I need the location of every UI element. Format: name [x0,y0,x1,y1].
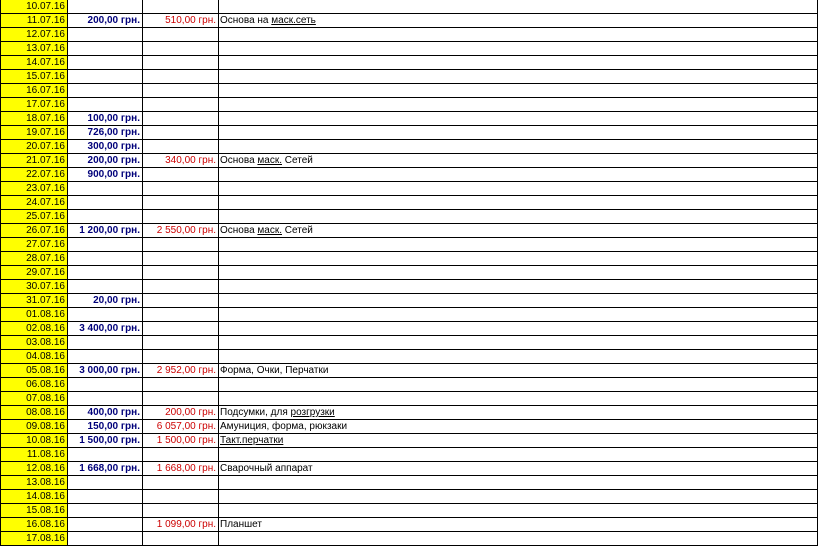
description-cell[interactable] [219,70,818,84]
expense-cell[interactable]: 200,00 грн. [143,406,219,420]
table-row [0,56,818,70]
description-text: маск.сеть [271,15,316,26]
income-cell[interactable] [68,308,143,322]
income-cell[interactable] [68,378,143,392]
date-cell[interactable]: 11.07.16 [0,14,68,28]
table-row [0,182,818,196]
date-cell[interactable]: 29.07.16 [0,266,68,280]
table-row [0,196,818,210]
expense-cell[interactable] [143,378,219,392]
table-row [0,224,818,238]
expense-cell[interactable] [143,238,219,252]
income-cell[interactable] [68,196,143,210]
date-cell[interactable]: 30.07.16 [0,280,68,294]
income-cell[interactable]: 726,00 грн. [68,126,143,140]
date-cell[interactable]: 13.07.16 [0,42,68,56]
description-cell[interactable] [219,238,818,252]
expense-cell[interactable]: 2 952,00 грн. [143,364,219,378]
description-text: Сетей [282,155,313,166]
description-cell[interactable] [219,392,818,406]
table-row [0,28,818,42]
income-cell[interactable]: 100,00 грн. [68,112,143,126]
table-row [0,406,818,420]
date-cell[interactable]: 21.07.16 [0,154,68,168]
table-row [0,378,818,392]
income-cell[interactable]: 1 500,00 грн. [68,434,143,448]
description-cell[interactable] [219,322,818,336]
expense-cell[interactable] [143,182,219,196]
table-row [0,252,818,266]
income-cell[interactable] [68,504,143,518]
income-cell[interactable]: 1 668,00 грн. [68,462,143,476]
date-cell[interactable]: 20.07.16 [0,140,68,154]
income-cell[interactable] [68,280,143,294]
date-cell[interactable]: 15.07.16 [0,70,68,84]
table-row [0,168,818,182]
date-cell[interactable]: 25.07.16 [0,210,68,224]
table-row [0,448,818,462]
description-cell[interactable] [219,42,818,56]
description-cell[interactable] [219,168,818,182]
description-cell[interactable] [219,252,818,266]
expense-cell[interactable] [143,504,219,518]
expense-cell[interactable] [143,252,219,266]
description-cell[interactable] [219,98,818,112]
date-cell[interactable]: 17.08.16 [0,532,68,546]
date-cell[interactable]: 17.07.16 [0,98,68,112]
expense-cell[interactable] [143,280,219,294]
description-text: маск. [257,155,282,166]
expense-cell[interactable] [143,532,219,546]
income-cell[interactable]: 300,00 грн. [68,140,143,154]
description-cell[interactable] [219,154,818,168]
description-cell[interactable] [219,0,818,14]
table-row [0,266,818,280]
date-cell[interactable]: 10.08.16 [0,434,68,448]
expense-cell[interactable]: 1 668,00 грн. [143,462,219,476]
table-row [0,490,818,504]
table-row [0,308,818,322]
description-cell[interactable] [219,280,818,294]
expense-cell[interactable] [143,112,219,126]
expense-cell[interactable] [143,126,219,140]
table-row [0,462,818,476]
date-cell[interactable]: 04.08.16 [0,350,68,364]
table-row [0,84,818,98]
expense-cell[interactable]: 6 057,00 грн. [143,420,219,434]
income-cell[interactable] [68,490,143,504]
description-cell[interactable] [219,364,818,378]
description-cell[interactable] [219,518,818,532]
description-cell[interactable] [219,308,818,322]
expense-cell[interactable] [143,350,219,364]
expense-cell[interactable]: 340,00 грн. [143,154,219,168]
date-cell[interactable]: 08.08.16 [0,406,68,420]
expense-cell[interactable] [143,322,219,336]
expense-cell[interactable]: 2 550,00 грн. [143,224,219,238]
income-cell[interactable]: 200,00 грн. [68,154,143,168]
income-cell[interactable] [68,238,143,252]
income-cell[interactable] [68,84,143,98]
income-cell[interactable]: 400,00 грн. [68,406,143,420]
table-row [0,322,818,336]
description-cell[interactable] [219,210,818,224]
expense-cell[interactable] [143,392,219,406]
description-text: Такт.перчатки [220,435,284,446]
description-cell[interactable] [219,28,818,42]
income-cell[interactable] [68,518,143,532]
expense-cell[interactable]: 1 500,00 грн. [143,434,219,448]
expense-cell[interactable] [143,336,219,350]
description-cell[interactable] [219,434,818,448]
date-cell[interactable]: 26.07.16 [0,224,68,238]
income-cell[interactable] [68,336,143,350]
expense-cell[interactable] [143,308,219,322]
date-cell[interactable]: 14.08.16 [0,490,68,504]
date-cell[interactable]: 05.08.16 [0,364,68,378]
description-cell[interactable] [219,14,818,28]
description-cell[interactable] [219,224,818,238]
date-cell[interactable]: 14.07.16 [0,56,68,70]
date-cell[interactable]: 03.08.16 [0,336,68,350]
date-cell[interactable]: 23.07.16 [0,182,68,196]
description-cell[interactable] [219,196,818,210]
date-cell[interactable]: 12.08.16 [0,462,68,476]
income-cell[interactable] [68,0,143,14]
expense-cell[interactable] [143,70,219,84]
date-cell[interactable]: 22.07.16 [0,168,68,182]
date-cell[interactable]: 02.08.16 [0,322,68,336]
income-cell[interactable] [68,42,143,56]
table-row [0,210,818,224]
expense-cell[interactable] [143,490,219,504]
table-row [0,14,818,28]
expense-cell[interactable] [143,28,219,42]
date-cell[interactable]: 31.07.16 [0,294,68,308]
table-row [0,42,818,56]
description-cell[interactable] [219,84,818,98]
date-cell[interactable]: 12.07.16 [0,28,68,42]
expense-cell[interactable] [143,84,219,98]
description-text: Сварочный аппарат [220,463,313,474]
description-text: Сетей [282,225,313,236]
income-cell[interactable] [68,56,143,70]
date-cell[interactable]: 16.07.16 [0,84,68,98]
description-cell[interactable] [219,476,818,490]
description-cell[interactable] [219,490,818,504]
expense-cell[interactable] [143,0,219,14]
income-cell[interactable] [68,98,143,112]
date-cell[interactable]: 09.08.16 [0,420,68,434]
table-row [0,112,818,126]
description-cell[interactable] [219,448,818,462]
income-cell[interactable] [68,532,143,546]
expense-cell[interactable] [143,42,219,56]
income-cell[interactable] [68,350,143,364]
date-cell[interactable]: 19.07.16 [0,126,68,140]
income-cell[interactable] [68,476,143,490]
date-cell[interactable]: 24.07.16 [0,196,68,210]
income-cell[interactable] [68,70,143,84]
date-cell[interactable]: 28.07.16 [0,252,68,266]
description-cell[interactable] [219,294,818,308]
income-cell[interactable] [68,210,143,224]
table-row [0,434,818,448]
description-text: Основа на [220,15,272,26]
table-row [0,126,818,140]
description-cell[interactable] [219,406,818,420]
income-cell[interactable] [68,266,143,280]
table-row [0,364,818,378]
table-row [0,518,818,532]
expense-cell[interactable] [143,448,219,462]
date-cell[interactable]: 18.07.16 [0,112,68,126]
date-cell[interactable]: 13.08.16 [0,476,68,490]
expense-cell[interactable] [143,210,219,224]
expense-cell[interactable]: 1 099,00 грн. [143,518,219,532]
income-cell[interactable]: 900,00 грн. [68,168,143,182]
date-cell[interactable]: 06.08.16 [0,378,68,392]
expense-cell[interactable] [143,56,219,70]
date-cell[interactable]: 07.08.16 [0,392,68,406]
expense-cell[interactable] [143,168,219,182]
income-cell[interactable]: 1 200,00 грн. [68,224,143,238]
expense-cell[interactable]: 510,00 грн. [143,14,219,28]
income-cell[interactable]: 20,00 грн. [68,294,143,308]
description-text: Основа [220,155,258,166]
date-cell[interactable]: 15.08.16 [0,504,68,518]
description-cell[interactable] [219,350,818,364]
income-cell[interactable]: 3 400,00 грн. [68,322,143,336]
date-cell[interactable]: 27.07.16 [0,238,68,252]
description-cell[interactable] [219,182,818,196]
table-row [0,532,818,546]
expense-cell[interactable] [143,476,219,490]
income-cell[interactable]: 3 000,00 грн. [68,364,143,378]
date-cell[interactable]: 11.08.16 [0,448,68,462]
income-cell[interactable] [68,448,143,462]
table-row [0,392,818,406]
income-cell[interactable] [68,182,143,196]
description-cell[interactable] [219,56,818,70]
description-cell[interactable] [219,140,818,154]
description-text: розгрузки [290,407,335,418]
date-cell[interactable]: 01.08.16 [0,308,68,322]
description-cell[interactable] [219,112,818,126]
date-cell[interactable]: 10.07.16 [0,0,68,14]
description-text: Планшет [220,519,262,530]
table-row [0,280,818,294]
date-cell[interactable]: 16.08.16 [0,518,68,532]
table-row [0,294,818,308]
description-text: Форма, Очки, Перчатки [220,365,329,376]
description-cell[interactable] [219,420,818,434]
table-row [0,350,818,364]
expense-cell[interactable] [143,196,219,210]
description-text: маск. [257,225,282,236]
description-cell[interactable] [219,462,818,476]
expense-cell[interactable] [143,140,219,154]
description-text: Основа [220,225,258,236]
expense-cell[interactable] [143,266,219,280]
description-cell[interactable] [219,378,818,392]
table-row [0,476,818,490]
table-row [0,336,818,350]
income-cell[interactable] [68,252,143,266]
expense-cell[interactable] [143,294,219,308]
description-cell[interactable] [219,336,818,350]
income-cell[interactable]: 200,00 грн. [68,14,143,28]
table-row [0,238,818,252]
income-cell[interactable]: 150,00 грн. [68,420,143,434]
table-row [0,0,818,14]
table-row [0,70,818,84]
description-text: Амуниция, форма, рюкзаки [220,421,348,432]
table-row [0,140,818,154]
income-cell[interactable] [68,28,143,42]
description-cell[interactable] [219,504,818,518]
table-row [0,98,818,112]
description-cell[interactable] [219,532,818,546]
table-row [0,504,818,518]
description-cell[interactable] [219,266,818,280]
description-cell[interactable] [219,126,818,140]
table-row [0,154,818,168]
table-row [0,420,818,434]
description-text: Подсумки, для [220,407,291,418]
income-cell[interactable] [68,392,143,406]
expense-cell[interactable] [143,98,219,112]
